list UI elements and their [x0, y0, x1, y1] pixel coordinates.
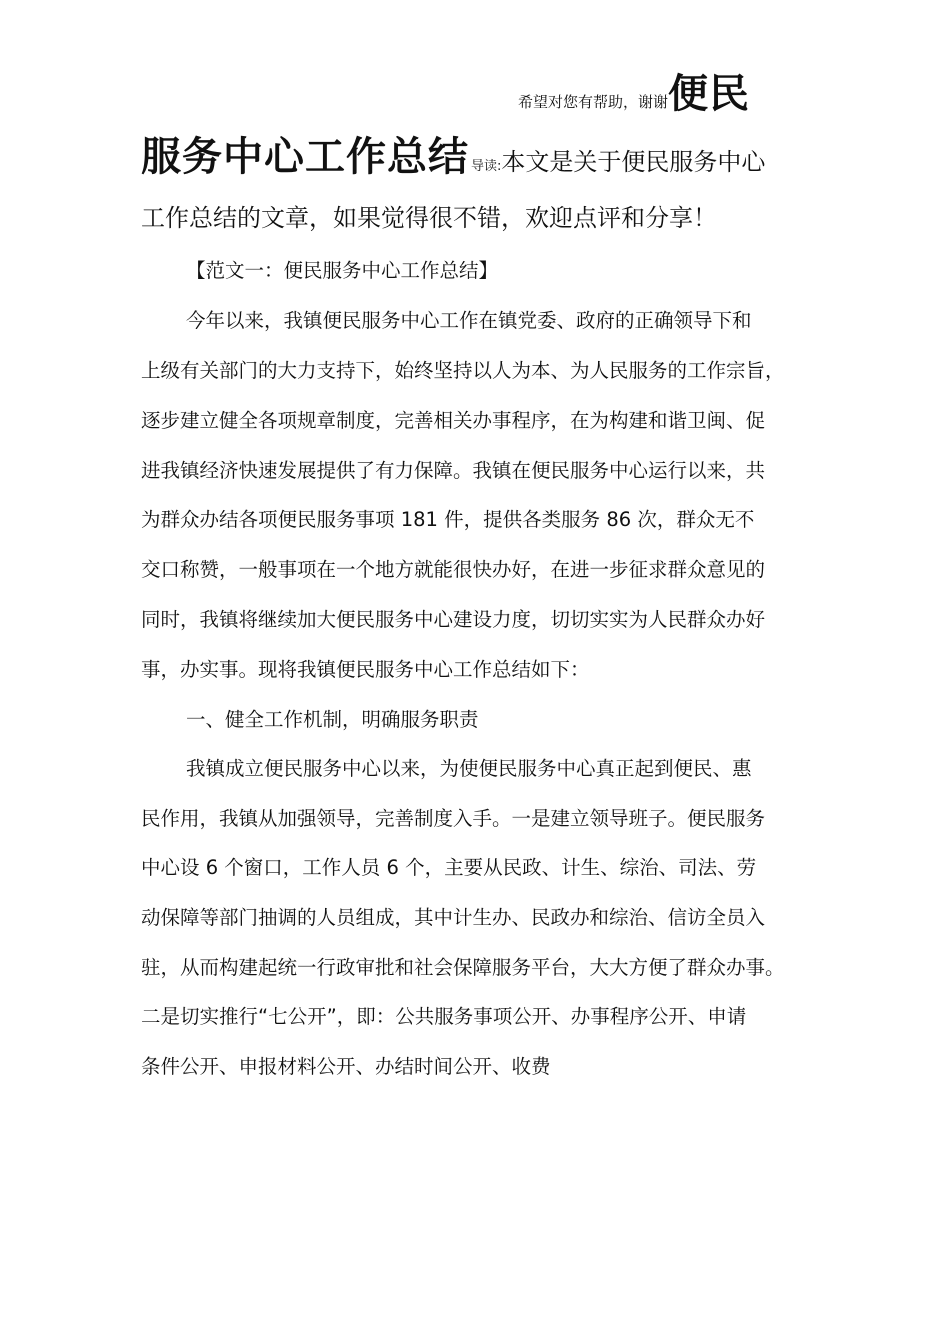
paragraph-line: 动保障等部门抽调的人员组成，其中计生办、民政办和综治、信访全员入: [141, 906, 766, 929]
paragraph-line: 驻，从而构建起统一行政审批和社会保障服务平台，大大方便了群众办事。: [141, 956, 785, 979]
paragraph-line: 条件公开、申报材料公开、办结时间公开、收费: [141, 1055, 551, 1078]
title-part-1: 便民: [668, 71, 751, 117]
paragraph-line: 二是切实推行“七公开”，即：公共服务事项公开、办事程序公开、申请: [141, 1005, 747, 1028]
paragraph-line: 中心设 6 个窗口，工作人员 6 个，主要从民政、计生、综治、司法、劳: [141, 856, 757, 879]
paragraph-line: 民作用，我镇从加强领导，完善制度入手。一是建立领导班子。便民服务: [141, 807, 766, 830]
title-part-2: 服务中心工作总结: [141, 134, 469, 180]
paragraph-line: 进我镇经济快速发展提供了有力保障。我镇在便民服务中心运行以来，共: [141, 459, 766, 482]
paragraph-line: 今年以来，我镇便民服务中心工作在镇党委、政府的正确领导下和: [186, 309, 752, 332]
paragraph-line: 同时，我镇将继续加大便民服务中心建设力度，切切实实为人民群众办好: [141, 608, 766, 631]
title-line: [141, 125, 765, 182]
lead-text-1: 本文是关于便民服务中心: [501, 148, 766, 176]
paragraph-line: 为群众办结各项便民服务事项 181 件，提供各类服务 86 次，群众无不: [141, 508, 755, 531]
paragraph-line: 上级有关部门的大力支持下，始终坚持以人为本、为人民服务的工作宗旨，: [141, 359, 785, 382]
paragraph-line: 事，办实事。现将我镇便民服务中心工作总结如下：: [141, 658, 590, 681]
section-heading: 【范文一：便民服务中心工作总结】: [186, 259, 499, 282]
subheading: 一、健全工作机制，明确服务职责: [186, 708, 479, 731]
paragraph-line: 逐步建立健全各项规章制度，完善相关办事程序，在为构建和谐卫闽、促: [141, 409, 766, 432]
paragraph-line: 我镇成立便民服务中心以来，为使便民服务中心真正起到便民、惠: [186, 757, 752, 780]
header-line: [518, 62, 750, 118]
thanks-note: 希望对您有帮助，谢谢: [518, 93, 669, 111]
lead-text-2: 工作总结的文章，如果觉得很不错，欢迎点评和分享！: [141, 204, 717, 232]
lead-tag: 导读:: [471, 159, 502, 174]
paragraph-line: 交口称赞，一般事项在一个地方就能很快办好，在进一步征求群众意见的: [141, 558, 766, 581]
